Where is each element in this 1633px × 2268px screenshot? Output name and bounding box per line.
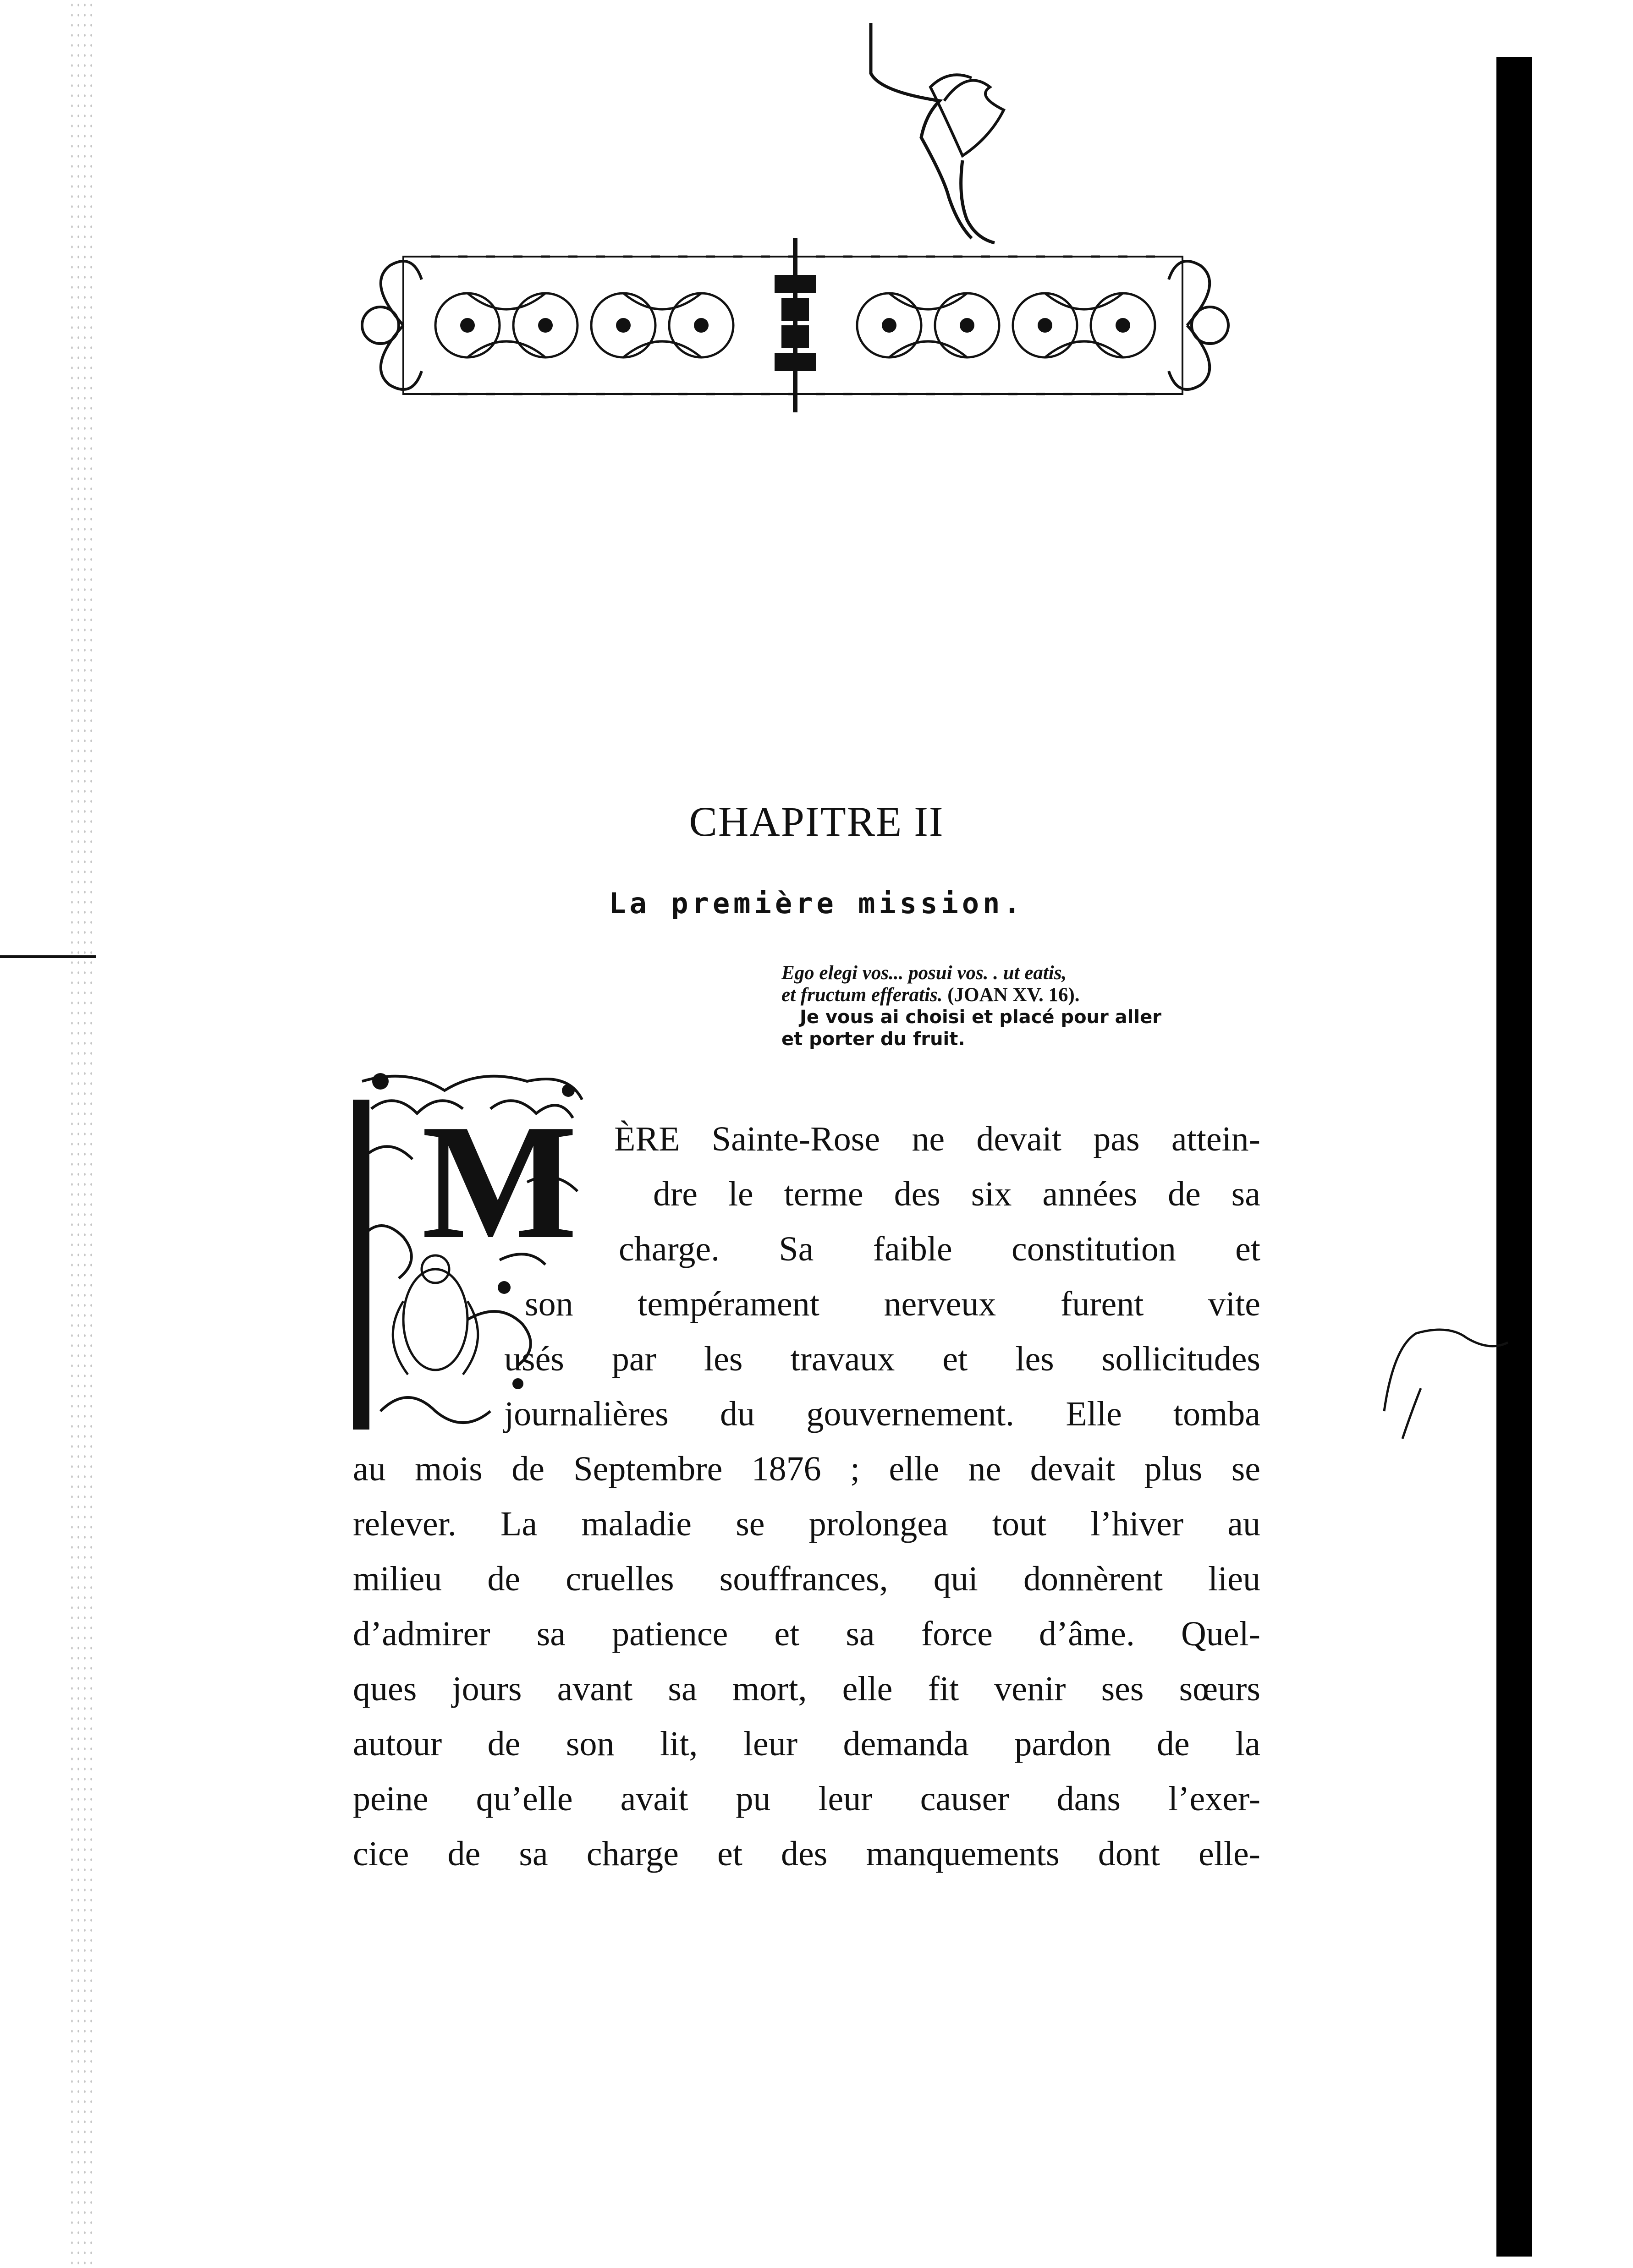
- epigraph-latin-line: Ego elegi vos... posui vos. . ut eatis,: [781, 962, 1067, 984]
- epigraph-latin-line-2: [781, 984, 1263, 1006]
- illuminated-initial-icon: [353, 1063, 591, 1439]
- loose-thread-icon: [1375, 1320, 1512, 1439]
- chapter-subtitle: La première mission.: [609, 887, 1024, 920]
- body-text-line-13: peine qu’elle avait pu leur causer dans l’exer-: [353, 1780, 1260, 1818]
- epigraph-french-line-2: et porter du fruit.: [781, 1029, 965, 1050]
- body-text-line-11: ques jours avant sa mort, elle fit venir ses sœurs: [353, 1670, 1260, 1708]
- body-text-line-4: son tempérament nerveux furent vite: [525, 1285, 1260, 1323]
- body-text-line-1: ÈRE Sainte-Rose ne devait pas attein-: [614, 1120, 1260, 1158]
- body-text-line-7: au mois de Septembre 1876 ; elle ne devait plus se: [353, 1450, 1260, 1488]
- margin-rule-mark: [0, 955, 96, 958]
- drop-cap-letter: M: [422, 1090, 577, 1273]
- body-text-line-5: usés par les travaux et les sollicitudes: [504, 1340, 1260, 1378]
- epigraph-latin-fragment: et fructum efferatis.: [781, 984, 943, 1006]
- chapter-title: CHAPITRE II: [689, 798, 944, 845]
- body-text-line-2: dre le terme des six années de sa: [653, 1175, 1260, 1213]
- body-text-line-8: relever. La maladie se prolongea tout l’hiver au: [353, 1505, 1260, 1543]
- epigraph-reference: (JOAN XV. 16).: [947, 984, 1080, 1006]
- scanned-page-edge: [69, 0, 96, 2268]
- body-text-line-9: milieu de cruelles souffrances, qui donnèrent lieu: [353, 1560, 1260, 1598]
- body-text-line-12: autour de son lit, leur demanda pardon de la: [353, 1725, 1260, 1763]
- body-text-line-6: journalières du gouvernement. Elle tomba: [504, 1395, 1260, 1433]
- binding-shadow-bar: [1496, 57, 1532, 2257]
- epigraph-french-line: Je vous ai choisi et placé pour aller: [800, 1007, 1161, 1028]
- header-ornament-band: [348, 238, 1242, 412]
- body-text-line-10: d’admirer sa patience et sa force d’âme. Quel-: [353, 1615, 1260, 1653]
- bookmark-thread-icon: [852, 23, 1091, 261]
- body-text-line-3: charge. Sa faible constitution et: [619, 1230, 1260, 1268]
- body-text-line-14: cice de sa charge et des manquements dont elle-: [353, 1835, 1260, 1873]
- epigraph: [781, 962, 1263, 1050]
